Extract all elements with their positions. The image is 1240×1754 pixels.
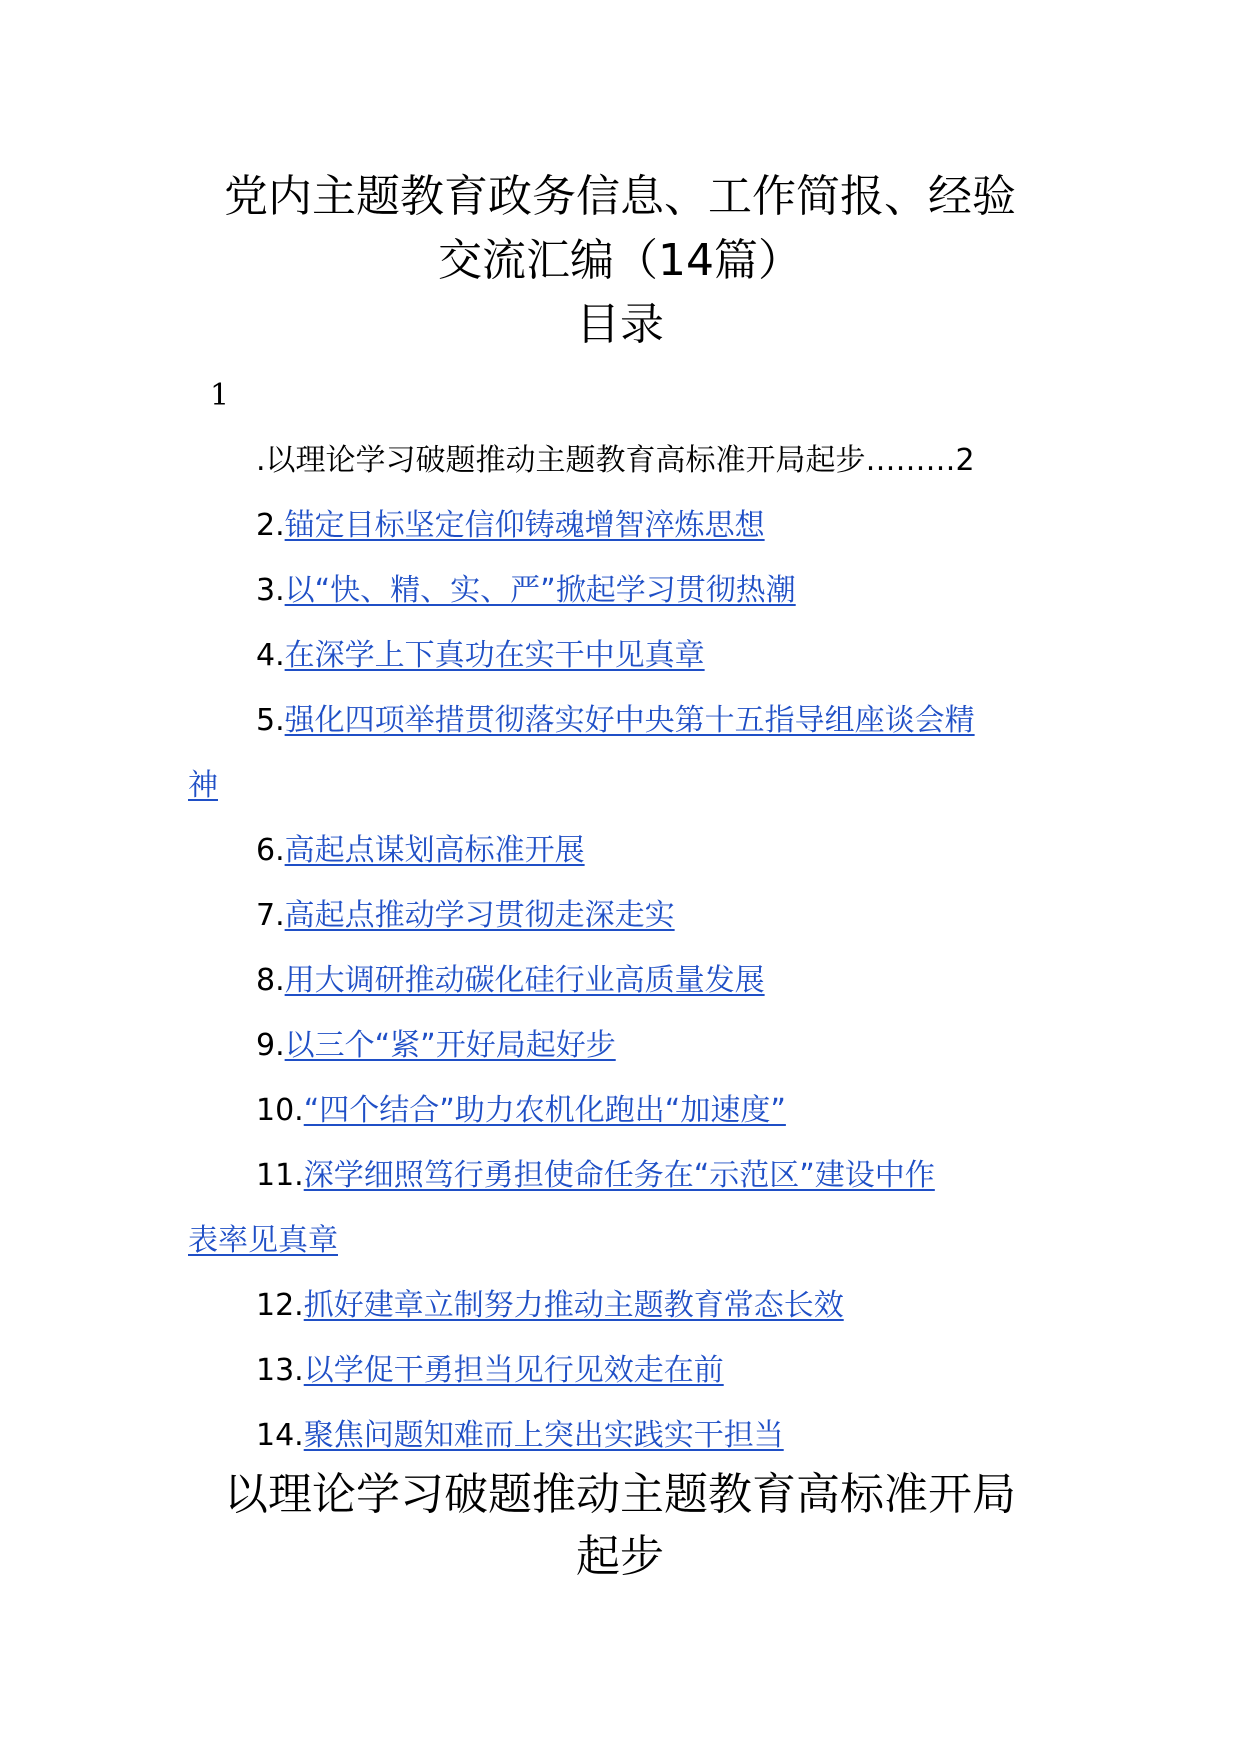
toc-item-link-continued[interactable]: 表率见真章 (188, 1223, 338, 1258)
toc-item-number: 4. (256, 638, 285, 673)
toc-heading: 目录 (576, 299, 664, 350)
toc-item-link[interactable]: “四个结合”助力农机化跑出“加速度” (303, 1093, 786, 1128)
toc-item-number: 3. (256, 573, 285, 608)
toc-item-number: 2. (256, 508, 285, 543)
toc-item[interactable] (188, 818, 1060, 883)
toc-item[interactable] (188, 1078, 1060, 1143)
toc-item[interactable] (188, 1143, 1060, 1208)
toc-item[interactable] (188, 1338, 1060, 1403)
toc-item-link[interactable]: 深学细照笃行勇担使命任务在“示范区”建设中作 (303, 1158, 935, 1193)
toc-item-link[interactable]: 以学促干勇担当见行见效走在前 (303, 1353, 724, 1388)
toc-item-link[interactable]: 强化四项举措贯彻落实好中央第十五指导组座谈会精 (284, 703, 975, 738)
toc-item-link[interactable]: 以三个“紧”开好局起好步 (284, 1028, 616, 1063)
toc-item[interactable] (188, 1273, 1060, 1338)
toc-item-number: 11. (256, 1158, 304, 1193)
toc-item-continuation[interactable] (188, 753, 1060, 818)
toc-item[interactable] (188, 493, 1060, 558)
toc-item-link[interactable]: 抓好建章立制努力推动主题教育常态长效 (303, 1288, 844, 1323)
document-title-continued: 交流汇编（14篇） (438, 235, 802, 286)
toc-item-link[interactable]: 聚焦问题知难而上突出实践实干担当 (303, 1418, 784, 1453)
toc-item-link[interactable]: 在深学上下真功在实干中见真章 (284, 638, 705, 673)
toc-item[interactable] (188, 948, 1060, 1013)
section-title: 以理论学习破题推动主题教育高标准开局 (224, 1469, 1016, 1520)
toc-item-number: 8. (256, 963, 285, 998)
toc-item-number: 5. (256, 703, 285, 738)
toc-item[interactable] (188, 623, 1060, 688)
toc-item-link[interactable]: 以“快、精、实、严”掀起学习贯彻热潮 (284, 573, 796, 608)
toc-item-number: 9. (256, 1028, 285, 1063)
toc-item-number: 7. (256, 898, 285, 933)
toc-item-link[interactable]: 高起点推动学习贯彻走深走实 (284, 898, 675, 933)
document-title: 党内主题教育政务信息、工作简报、经验 (224, 171, 1016, 222)
toc-item[interactable] (188, 1403, 1060, 1468)
toc-item-continuation[interactable] (188, 1208, 1060, 1273)
toc-item-number: 13. (256, 1353, 304, 1388)
toc-item-link[interactable]: 用大调研推动碳化硅行业高质量发展 (284, 963, 765, 998)
toc-item[interactable] (188, 688, 1060, 753)
section-title-continued: 起步 (576, 1531, 664, 1582)
toc-item-text: .以理论学习破题推动主题教育高标准开局起步………2 (256, 443, 975, 478)
table-of-contents (188, 428, 1060, 1468)
toc-item-number: 10. (256, 1093, 304, 1128)
toc-item-link-continued[interactable]: 神 (188, 768, 218, 803)
toc-item[interactable] (188, 558, 1060, 623)
toc-item (188, 428, 1060, 493)
toc-item-number: 14. (256, 1418, 304, 1453)
toc-first-number: 1 (210, 378, 230, 413)
toc-item[interactable] (188, 883, 1060, 948)
toc-item-link[interactable]: 锚定目标坚定信仰铸魂增智淬炼思想 (284, 508, 765, 543)
toc-item-link[interactable]: 高起点谋划高标准开展 (284, 833, 585, 868)
toc-item[interactable] (188, 1013, 1060, 1078)
toc-item-number: 6. (256, 833, 285, 868)
toc-item-number: 12. (256, 1288, 304, 1323)
